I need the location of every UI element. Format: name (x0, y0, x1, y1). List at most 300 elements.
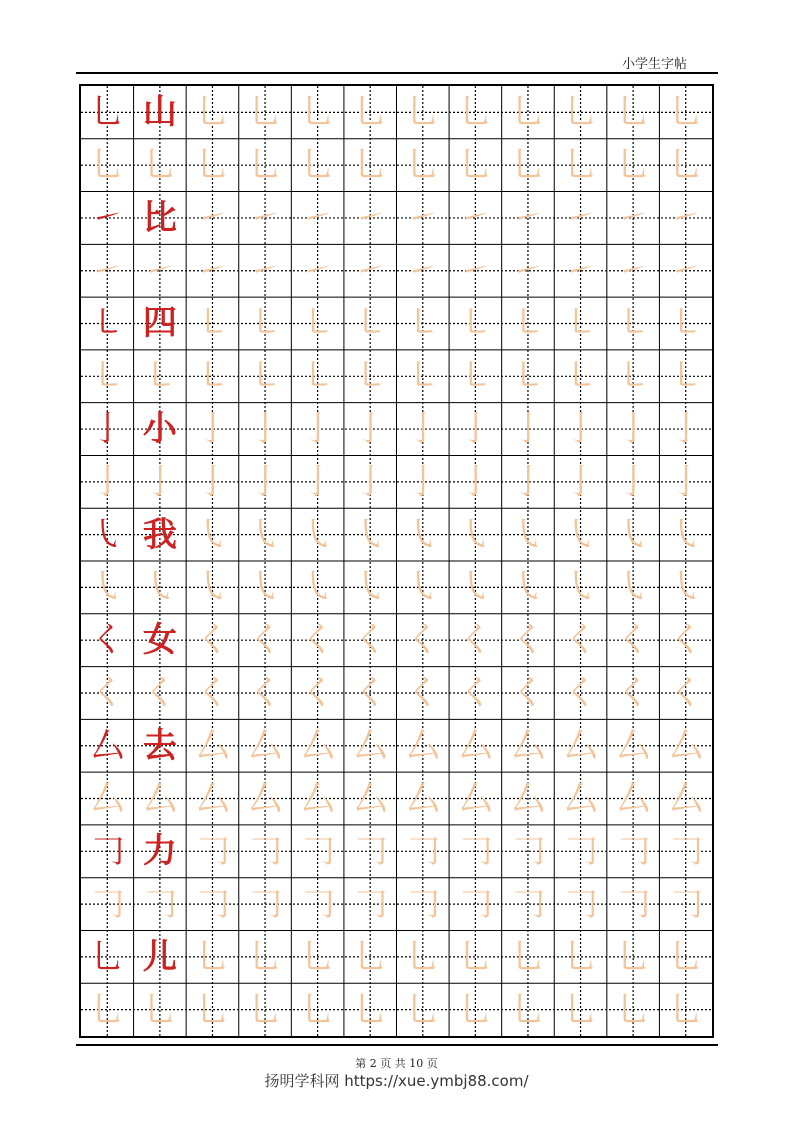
grid-cell[interactable] (134, 455, 187, 508)
grid-cell[interactable] (186, 403, 239, 456)
trace-stroke: ㇂ (458, 514, 493, 555)
trace-stroke: ㇀ (458, 250, 493, 291)
grid-cell[interactable] (186, 772, 239, 825)
grid-cell[interactable] (397, 86, 450, 139)
grid-cell[interactable] (239, 297, 292, 350)
trace-stroke: 乚 (668, 936, 703, 977)
example-character: 比 (142, 197, 177, 238)
grid-cell[interactable] (502, 825, 555, 878)
grid-cell[interactable] (186, 719, 239, 772)
grid-cell[interactable] (291, 139, 344, 192)
grid-cell[interactable] (81, 772, 134, 825)
trace-stroke: 乚 (300, 145, 335, 186)
grid-cell[interactable] (134, 667, 187, 720)
grid-cell[interactable] (449, 403, 502, 456)
grid-cell[interactable] (134, 719, 187, 772)
grid-cell[interactable] (291, 772, 344, 825)
trace-stroke: ㇄ (510, 356, 545, 397)
grid-cell[interactable] (134, 192, 187, 245)
trace-stroke: 亅 (248, 409, 283, 450)
grid-cell[interactable] (607, 825, 660, 878)
grid-cell[interactable] (397, 403, 450, 456)
trace-stroke: 𠃌 (142, 884, 177, 925)
grid-cell[interactable] (81, 139, 134, 192)
grid-cell[interactable] (134, 244, 187, 297)
grid-cell[interactable] (186, 878, 239, 931)
grid-cell[interactable] (397, 825, 450, 878)
trace-stroke: ㇄ (668, 303, 703, 344)
grid-cell[interactable] (659, 825, 712, 878)
trace-stroke: 乚 (405, 92, 440, 133)
grid-cell[interactable] (186, 350, 239, 403)
trace-stroke: 乚 (300, 989, 335, 1030)
grid-cell[interactable] (81, 719, 134, 772)
model-stroke: 𠃌 (90, 831, 125, 872)
grid-cell[interactable] (607, 878, 660, 931)
header-title: 小学生字帖 (621, 57, 687, 72)
grid-cell[interactable] (134, 561, 187, 614)
grid-cell[interactable] (134, 772, 187, 825)
trace-stroke: 𠃌 (668, 884, 703, 925)
grid-cell[interactable] (186, 86, 239, 139)
grid-cell[interactable] (607, 350, 660, 403)
grid-cell[interactable] (186, 139, 239, 192)
grid-cell[interactable] (659, 403, 712, 456)
grid-cell[interactable] (81, 86, 134, 139)
grid-cell[interactable] (239, 350, 292, 403)
trace-stroke: く (195, 620, 230, 661)
grid-cell[interactable] (344, 667, 397, 720)
grid-cell[interactable] (134, 508, 187, 561)
grid-cell[interactable] (186, 297, 239, 350)
grid-cell[interactable] (344, 297, 397, 350)
grid-cell[interactable] (397, 455, 450, 508)
grid-cell[interactable] (449, 350, 502, 403)
grid-cell[interactable] (554, 192, 607, 245)
grid-cell[interactable] (607, 403, 660, 456)
footer-site: 扬明学科网 https://xue.ymbj88.com/ (264, 1072, 529, 1090)
trace-stroke: 乚 (353, 145, 388, 186)
grid-cell[interactable] (291, 825, 344, 878)
grid-cell[interactable] (397, 614, 450, 667)
grid-cell[interactable] (607, 455, 660, 508)
example-character: 女 (142, 620, 177, 661)
grid-cell[interactable] (607, 772, 660, 825)
grid-cell[interactable] (397, 983, 450, 1036)
grid-cell[interactable] (134, 350, 187, 403)
trace-stroke: ㇀ (248, 250, 283, 291)
model-stroke: 厶 (90, 725, 125, 766)
trace-stroke: ㇄ (90, 356, 125, 397)
grid-cell[interactable] (502, 508, 555, 561)
grid-cell[interactable] (502, 86, 555, 139)
grid-cell[interactable] (186, 930, 239, 983)
grid-cell[interactable] (449, 930, 502, 983)
trace-stroke: ㇂ (668, 514, 703, 555)
grid-cell[interactable] (344, 244, 397, 297)
grid-cell[interactable] (554, 772, 607, 825)
grid-cell[interactable] (502, 878, 555, 931)
grid-cell[interactable] (291, 244, 344, 297)
grid-cell[interactable] (81, 614, 134, 667)
grid-cell[interactable] (239, 825, 292, 878)
grid-cell[interactable] (554, 878, 607, 931)
grid-cell[interactable] (659, 772, 712, 825)
grid-cell[interactable] (291, 455, 344, 508)
trace-stroke: く (142, 672, 177, 713)
trace-stroke: 厶 (195, 725, 230, 766)
grid-cell[interactable] (554, 297, 607, 350)
grid-cell[interactable] (449, 455, 502, 508)
grid-cell[interactable] (81, 930, 134, 983)
trace-stroke: 乚 (195, 989, 230, 1030)
grid-cell[interactable] (449, 878, 502, 931)
grid-cell[interactable] (81, 403, 134, 456)
grid-cell[interactable] (607, 983, 660, 1036)
grid-cell[interactable] (344, 878, 397, 931)
grid-cell[interactable] (607, 667, 660, 720)
trace-stroke: 𠃌 (300, 831, 335, 872)
practice-row (81, 403, 712, 456)
grid-cell[interactable] (397, 297, 450, 350)
trace-stroke: 𠃌 (458, 831, 493, 872)
grid-cell[interactable] (607, 930, 660, 983)
trace-stroke: 乚 (90, 145, 125, 186)
grid-cell[interactable] (291, 192, 344, 245)
grid-cell[interactable] (397, 192, 450, 245)
grid-cell[interactable] (502, 930, 555, 983)
grid-cell[interactable] (186, 508, 239, 561)
grid-cell[interactable] (186, 614, 239, 667)
grid-cell[interactable] (81, 825, 134, 878)
grid-cell[interactable] (291, 297, 344, 350)
grid-cell[interactable] (239, 772, 292, 825)
trace-stroke: ㇂ (563, 567, 598, 608)
grid-cell[interactable] (607, 139, 660, 192)
trace-stroke: 厶 (668, 778, 703, 819)
grid-cell[interactable] (502, 192, 555, 245)
trace-stroke: 𠃌 (616, 831, 651, 872)
grid-cell[interactable] (344, 983, 397, 1036)
trace-stroke: ㇀ (668, 197, 703, 238)
grid-cell[interactable] (502, 350, 555, 403)
grid-cell[interactable] (659, 508, 712, 561)
grid-cell[interactable] (397, 930, 450, 983)
trace-stroke: 乚 (616, 92, 651, 133)
grid-cell[interactable] (449, 667, 502, 720)
grid-cell[interactable] (502, 772, 555, 825)
grid-cell[interactable] (554, 614, 607, 667)
grid-cell[interactable] (134, 878, 187, 931)
grid-cell[interactable] (659, 86, 712, 139)
grid-cell[interactable] (554, 983, 607, 1036)
trace-stroke: 乚 (563, 989, 598, 1030)
grid-cell[interactable] (554, 667, 607, 720)
grid-cell[interactable] (291, 403, 344, 456)
grid-cell[interactable] (186, 244, 239, 297)
grid-cell[interactable] (291, 719, 344, 772)
grid-cell[interactable] (239, 667, 292, 720)
grid-cell[interactable] (502, 297, 555, 350)
grid-cell[interactable] (239, 139, 292, 192)
grid-cell[interactable] (554, 825, 607, 878)
grid-cell[interactable] (659, 719, 712, 772)
grid-cell[interactable] (239, 508, 292, 561)
trace-stroke: 厶 (405, 725, 440, 766)
grid-cell[interactable] (449, 508, 502, 561)
grid-cell[interactable] (554, 930, 607, 983)
grid-cell[interactable] (659, 455, 712, 508)
grid-cell[interactable] (554, 244, 607, 297)
grid-cell[interactable] (291, 508, 344, 561)
grid-cell[interactable] (239, 878, 292, 931)
grid-cell[interactable] (502, 667, 555, 720)
grid-cell[interactable] (554, 403, 607, 456)
grid-cell[interactable] (397, 772, 450, 825)
trace-stroke: ㇄ (458, 303, 493, 344)
grid-cell[interactable] (239, 983, 292, 1036)
grid-cell[interactable] (659, 878, 712, 931)
grid-cell[interactable] (554, 561, 607, 614)
trace-stroke: ㇂ (248, 514, 283, 555)
grid-cell[interactable] (344, 825, 397, 878)
grid-cell[interactable] (134, 139, 187, 192)
trace-stroke: 厶 (248, 725, 283, 766)
grid-cell[interactable] (397, 139, 450, 192)
grid-cell[interactable] (607, 297, 660, 350)
grid-cell[interactable] (397, 561, 450, 614)
grid-cell[interactable] (607, 244, 660, 297)
grid-cell[interactable] (659, 614, 712, 667)
grid-cell[interactable] (659, 983, 712, 1036)
grid-cell[interactable] (659, 192, 712, 245)
trace-stroke: ㇂ (195, 514, 230, 555)
grid-cell[interactable] (554, 86, 607, 139)
grid-cell[interactable] (449, 825, 502, 878)
trace-stroke: ㇄ (458, 356, 493, 397)
grid-cell[interactable] (659, 930, 712, 983)
grid-cell[interactable] (554, 719, 607, 772)
grid-cell[interactable] (134, 403, 187, 456)
grid-cell[interactable] (186, 667, 239, 720)
grid-cell[interactable] (134, 614, 187, 667)
trace-stroke: ㇂ (458, 567, 493, 608)
trace-stroke: 亅 (510, 461, 545, 502)
grid-cell[interactable] (239, 86, 292, 139)
grid-cell[interactable] (659, 244, 712, 297)
trace-stroke: 乚 (616, 936, 651, 977)
grid-cell[interactable] (239, 455, 292, 508)
grid-cell[interactable] (81, 297, 134, 350)
grid-cell[interactable] (81, 508, 134, 561)
grid-cell[interactable] (449, 139, 502, 192)
grid-cell[interactable] (344, 139, 397, 192)
trace-stroke: 亅 (353, 409, 388, 450)
grid-cell[interactable] (291, 878, 344, 931)
grid-cell[interactable] (397, 878, 450, 931)
grid-cell[interactable] (186, 983, 239, 1036)
grid-cell[interactable] (449, 244, 502, 297)
practice-row (81, 878, 712, 931)
grid-cell[interactable] (81, 561, 134, 614)
grid-cell[interactable] (607, 86, 660, 139)
grid-cell[interactable] (291, 350, 344, 403)
grid-cell[interactable] (554, 139, 607, 192)
trace-stroke: 乚 (90, 989, 125, 1030)
grid-cell[interactable] (449, 86, 502, 139)
trace-stroke: ㇄ (563, 356, 598, 397)
model-stroke: ㇀ (90, 197, 125, 238)
grid-cell[interactable] (344, 403, 397, 456)
grid-cell[interactable] (449, 983, 502, 1036)
grid-cell[interactable] (344, 614, 397, 667)
grid-cell[interactable] (81, 244, 134, 297)
trace-stroke: く (353, 672, 388, 713)
trace-stroke: 厶 (458, 778, 493, 819)
grid-cell[interactable] (291, 667, 344, 720)
grid-cell[interactable] (449, 614, 502, 667)
trace-stroke: 亅 (300, 461, 335, 502)
grid-cell[interactable] (239, 930, 292, 983)
trace-stroke: く (458, 672, 493, 713)
grid-cell[interactable] (239, 561, 292, 614)
grid-cell[interactable] (502, 403, 555, 456)
trace-stroke: く (510, 620, 545, 661)
practice-row (81, 139, 712, 192)
grid-cell[interactable] (134, 983, 187, 1036)
trace-stroke: 𠃌 (90, 884, 125, 925)
grid-cell[interactable] (659, 297, 712, 350)
grid-cell[interactable] (186, 192, 239, 245)
trace-stroke: く (510, 672, 545, 713)
trace-stroke: 亅 (563, 461, 598, 502)
grid-cell[interactable] (81, 350, 134, 403)
grid-cell[interactable] (659, 350, 712, 403)
grid-cell[interactable] (134, 297, 187, 350)
grid-cell[interactable] (449, 561, 502, 614)
practice-row (81, 667, 712, 720)
grid-cell[interactable] (449, 719, 502, 772)
grid-cell[interactable] (239, 244, 292, 297)
trace-stroke: ㇀ (668, 250, 703, 291)
grid-cell[interactable] (239, 403, 292, 456)
trace-stroke: ㇂ (510, 567, 545, 608)
grid-cell[interactable] (186, 455, 239, 508)
grid-cell[interactable] (607, 508, 660, 561)
grid-cell[interactable] (397, 719, 450, 772)
trace-stroke: 𠃌 (405, 884, 440, 925)
grid-cell[interactable] (186, 825, 239, 878)
grid-cell[interactable] (449, 192, 502, 245)
trace-stroke: ㇂ (90, 567, 125, 608)
practice-row (81, 719, 712, 772)
grid-cell[interactable] (449, 772, 502, 825)
grid-cell[interactable] (397, 667, 450, 720)
grid-cell[interactable] (397, 350, 450, 403)
grid-cell[interactable] (134, 930, 187, 983)
grid-cell[interactable] (291, 614, 344, 667)
grid-cell[interactable] (291, 86, 344, 139)
grid-cell[interactable] (344, 719, 397, 772)
grid-cell[interactable] (344, 455, 397, 508)
trace-stroke: ㇀ (563, 197, 598, 238)
grid-cell[interactable] (502, 139, 555, 192)
grid-cell[interactable] (239, 192, 292, 245)
grid-cell[interactable] (239, 719, 292, 772)
trace-stroke: 厶 (458, 725, 493, 766)
trace-stroke: 𠃌 (458, 884, 493, 925)
grid-cell[interactable] (502, 455, 555, 508)
grid-cell[interactable] (291, 983, 344, 1036)
grid-cell[interactable] (81, 455, 134, 508)
grid-cell[interactable] (659, 561, 712, 614)
grid-cell[interactable] (81, 192, 134, 245)
grid-cell[interactable] (502, 719, 555, 772)
model-stroke: 亅 (90, 409, 125, 450)
grid-cell[interactable] (397, 508, 450, 561)
grid-cell[interactable] (502, 244, 555, 297)
grid-cell[interactable] (607, 561, 660, 614)
grid-cell[interactable] (239, 614, 292, 667)
grid-cell[interactable] (81, 878, 134, 931)
example-character: 四 (142, 303, 177, 344)
trace-stroke: 厶 (510, 778, 545, 819)
trace-stroke: く (300, 672, 335, 713)
grid-cell[interactable] (502, 561, 555, 614)
grid-cell[interactable] (449, 297, 502, 350)
grid-cell[interactable] (81, 983, 134, 1036)
grid-cell[interactable] (502, 983, 555, 1036)
grid-cell[interactable] (659, 139, 712, 192)
grid-cell[interactable] (607, 192, 660, 245)
trace-stroke: ㇄ (195, 356, 230, 397)
trace-stroke: 乚 (510, 989, 545, 1030)
grid-cell[interactable] (607, 719, 660, 772)
trace-stroke: 乚 (405, 145, 440, 186)
trace-stroke: ㇀ (616, 250, 651, 291)
grid-cell[interactable] (344, 930, 397, 983)
trace-stroke: 亅 (563, 409, 598, 450)
trace-stroke: 厶 (300, 778, 335, 819)
trace-stroke: 亅 (90, 461, 125, 502)
grid-cell[interactable] (134, 825, 187, 878)
grid-cell[interactable] (344, 561, 397, 614)
grid-cell[interactable] (291, 930, 344, 983)
grid-cell[interactable] (186, 561, 239, 614)
grid-cell[interactable] (134, 86, 187, 139)
grid-cell[interactable] (344, 86, 397, 139)
grid-cell[interactable] (344, 350, 397, 403)
grid-cell[interactable] (344, 192, 397, 245)
example-character: 儿 (142, 936, 177, 977)
grid-cell[interactable] (659, 667, 712, 720)
grid-cell[interactable] (344, 772, 397, 825)
grid-cell[interactable] (554, 508, 607, 561)
grid-cell[interactable] (502, 614, 555, 667)
grid-cell[interactable] (81, 667, 134, 720)
trace-stroke: 乚 (248, 145, 283, 186)
grid-cell[interactable] (554, 455, 607, 508)
grid-cell[interactable] (344, 508, 397, 561)
trace-stroke: ㇄ (510, 303, 545, 344)
grid-cell[interactable] (291, 561, 344, 614)
trace-stroke: 亅 (195, 461, 230, 502)
grid-cell[interactable] (607, 614, 660, 667)
trace-stroke: ㇂ (300, 514, 335, 555)
grid-cell[interactable] (554, 350, 607, 403)
grid-cell[interactable] (397, 244, 450, 297)
trace-stroke: 亅 (248, 461, 283, 502)
